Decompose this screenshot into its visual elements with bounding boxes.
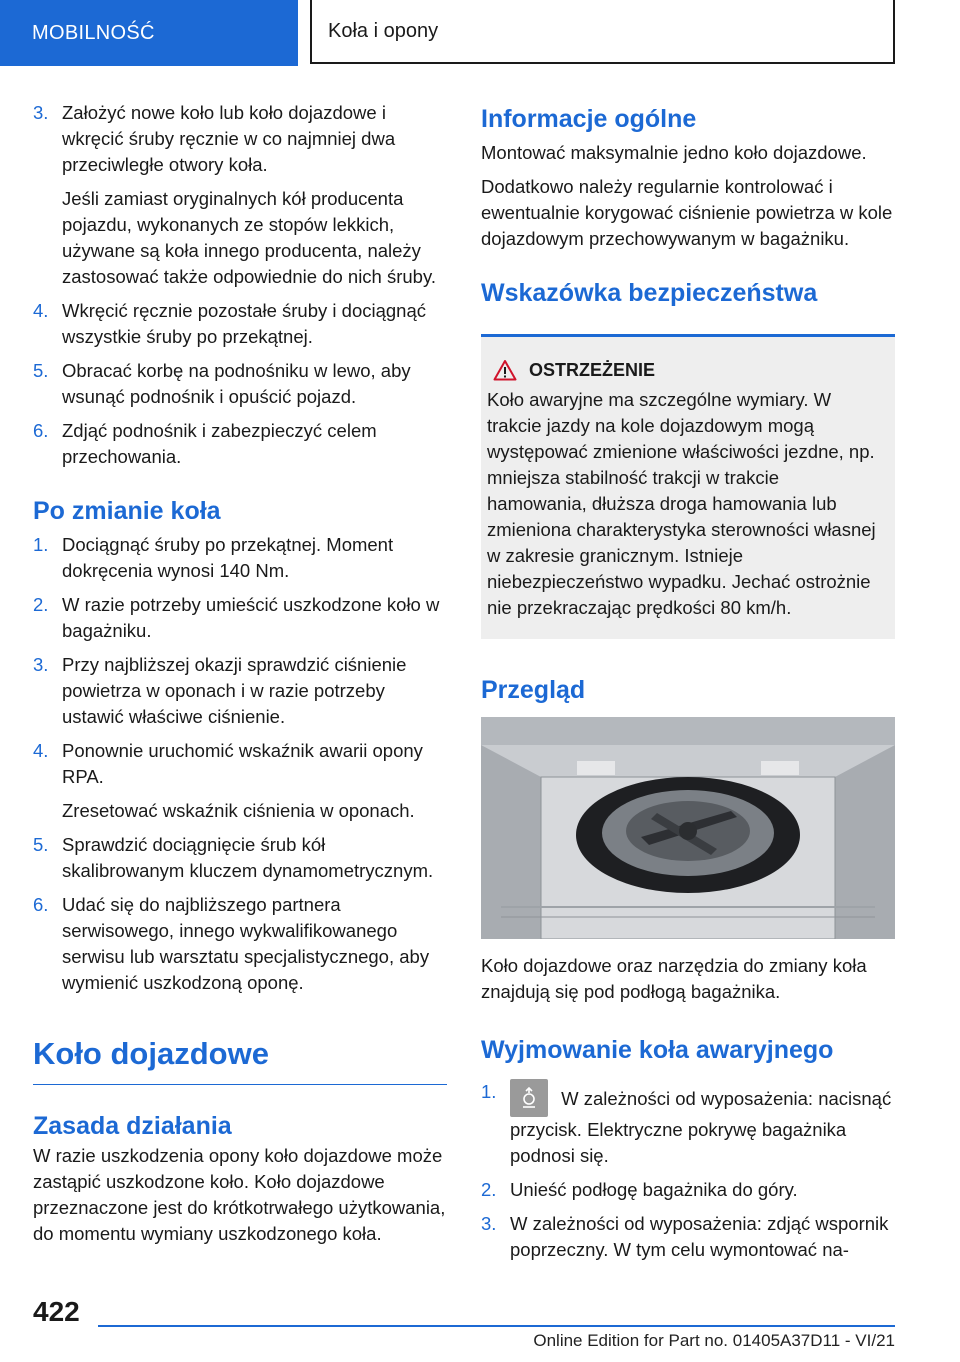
list-item <box>33 652 447 730</box>
list-item <box>33 532 447 584</box>
right-column <box>481 100 895 1271</box>
step-number: 1. <box>481 1081 497 1102</box>
step-number: 4. <box>33 300 49 321</box>
info-heading: Informacje ogólne <box>481 105 697 133</box>
step-text: W zależności od wyposażenia: nacisnąć przycisk. Elektryczne pokrywę bagażnika podnosi się. <box>510 1088 892 1166</box>
spare-wheel-photo <box>481 717 895 939</box>
step-number: 1. <box>33 534 49 555</box>
list-item <box>481 1211 895 1263</box>
list-item <box>481 1079 895 1169</box>
warning-text: Koło awaryjne ma szczególne wymiary. W trakcie jazdy na kole dojazdowym mogą występować zmienione właściwości jezdne, np. mniejsza stabilność trakcji w trakcie hamowania, dłuższa droga hamowania lub zmieniona charakterystyka sterowności własnej w zakresie granicznym. Istnieje niebezpieczeństwo wypadku. Jechać ostrożnie nie przekraczając prędkości 80 km/h. <box>487 389 876 618</box>
info-paragraph-2: Dodatkowo należy regularnie kontrolować i ewentualnie korygować ciśnienie powietrza w kole dojazdowym przechowywanym w bagażniku. <box>481 176 893 249</box>
step-text: W razie potrzeby umieścić uszkodzone koło w bagażniku. <box>62 594 440 641</box>
list-item <box>33 100 447 290</box>
step-number: 5. <box>33 834 49 855</box>
warning-box <box>481 334 895 639</box>
step-note: Zresetować wskaźnik ciśnienia w oponach. <box>62 800 415 821</box>
warning-triangle-icon <box>493 359 517 381</box>
list-item <box>33 298 447 350</box>
step-text: Założyć nowe koło lub koło dojazdowe i wkręcić śruby ręcznie w co najmniej dwa przeciwległe otwory koła. <box>62 102 396 175</box>
list-item <box>33 738 447 824</box>
step-number: 3. <box>481 1213 497 1234</box>
trunk-button-icon <box>510 1079 548 1117</box>
step-text: Przy najbliższej okazji sprawdzić ciśnienie powietrza w oponach i w razie potrzeby ustawić właściwe ciśnienie. <box>62 654 407 727</box>
wheel-change-steps <box>33 100 447 470</box>
page-header <box>0 0 960 66</box>
photo-caption: Koło dojazdowe oraz narzędzia do zmiany koła znajdują się pod podłogą bagażnika. <box>481 955 867 1002</box>
step-number: 6. <box>33 894 49 915</box>
list-item <box>33 418 447 470</box>
step-text: Ponownie uruchomić wskaźnik awarii opony RPA. <box>62 740 423 787</box>
overview-heading: Przegląd <box>481 676 586 704</box>
list-item <box>33 832 447 884</box>
step-text: Sprawdzić dociągnięcie śrub kół skalibrowanym kluczem dynamometrycznym. <box>62 834 434 881</box>
principle-text: W razie uszkodzenia opony koło dojazdowe może zastąpić uszkodzone koło. Koło dojazdowe przeznaczone jest do krótkotrwałego użytkowania, do momentu wymiany uszkodzonego koła. <box>33 1145 446 1244</box>
left-column <box>33 100 447 1255</box>
heading-after-change: Po zmianie koła <box>33 497 221 525</box>
step-number: 3. <box>33 654 49 675</box>
step-text: Dociągnąć śruby po przekątnej. Moment dokręcenia wynosi 140 Nm. <box>62 534 394 581</box>
page-number: 422 <box>33 1296 80 1327</box>
step-text: Obracać korbę na podnośniku w lewo, aby wsunąć podnośnik i opuścić pojazd. <box>62 360 411 407</box>
section-tab: MOBILNOŚĆ <box>0 0 298 66</box>
list-item <box>481 1177 895 1203</box>
after-change-steps <box>33 532 447 996</box>
list-item <box>33 358 447 410</box>
edition-info: Online Edition for Part no. 01405A37D11 - VI/21 <box>533 1331 895 1350</box>
list-item <box>33 592 447 644</box>
step-text: Unieść podłogę bagażnika do góry. <box>510 1179 798 1200</box>
removal-steps <box>481 1079 895 1263</box>
principle-heading: Zasada działania <box>33 1112 232 1140</box>
step-number: 2. <box>33 594 49 615</box>
warning-title: OSTRZEŻENIE <box>529 359 656 380</box>
safety-heading: Wskazówka bezpieczeństwa <box>481 279 818 307</box>
step-number: 2. <box>481 1179 497 1200</box>
step-number: 4. <box>33 740 49 761</box>
footer-divider <box>98 1325 895 1327</box>
step-number: 3. <box>33 102 49 123</box>
removal-heading: Wyjmowanie koła awaryjnego <box>481 1036 834 1064</box>
section-title: Koło dojazdowe <box>33 1034 447 1085</box>
step-number: 6. <box>33 420 49 441</box>
step-text: Wkręcić ręcznie pozostałe śruby i dociągnąć wszystkie śruby po przekątnej. <box>62 300 426 347</box>
step-note: Jeśli zamiast oryginalnych kół producenta pojazdu, wykonanych ze stopów lekkich, używane są koła innego producenta, należy zastosować także odpowiednie do nich śruby. <box>62 188 436 287</box>
list-item <box>33 892 447 996</box>
step-number: 5. <box>33 360 49 381</box>
step-text: W zależności od wyposażenia: zdjąć wspornik poprzeczny. W tym celu wymontować na- <box>510 1213 889 1260</box>
info-paragraph-1: Montować maksymalnie jedno koło dojazdowe. <box>481 142 867 163</box>
step-text: Zdjąć podnośnik i zabezpieczyć celem przechowania. <box>62 420 377 467</box>
step-text: Udać się do najbliższego partnera serwisowego, innego wykwalifikowanego serwisu lub warsztatu specjalistycznego, aby wymienić uszkodzoną oponę. <box>62 894 430 993</box>
warning-header <box>493 359 883 381</box>
chapter-title: Koła i opony <box>310 0 895 64</box>
